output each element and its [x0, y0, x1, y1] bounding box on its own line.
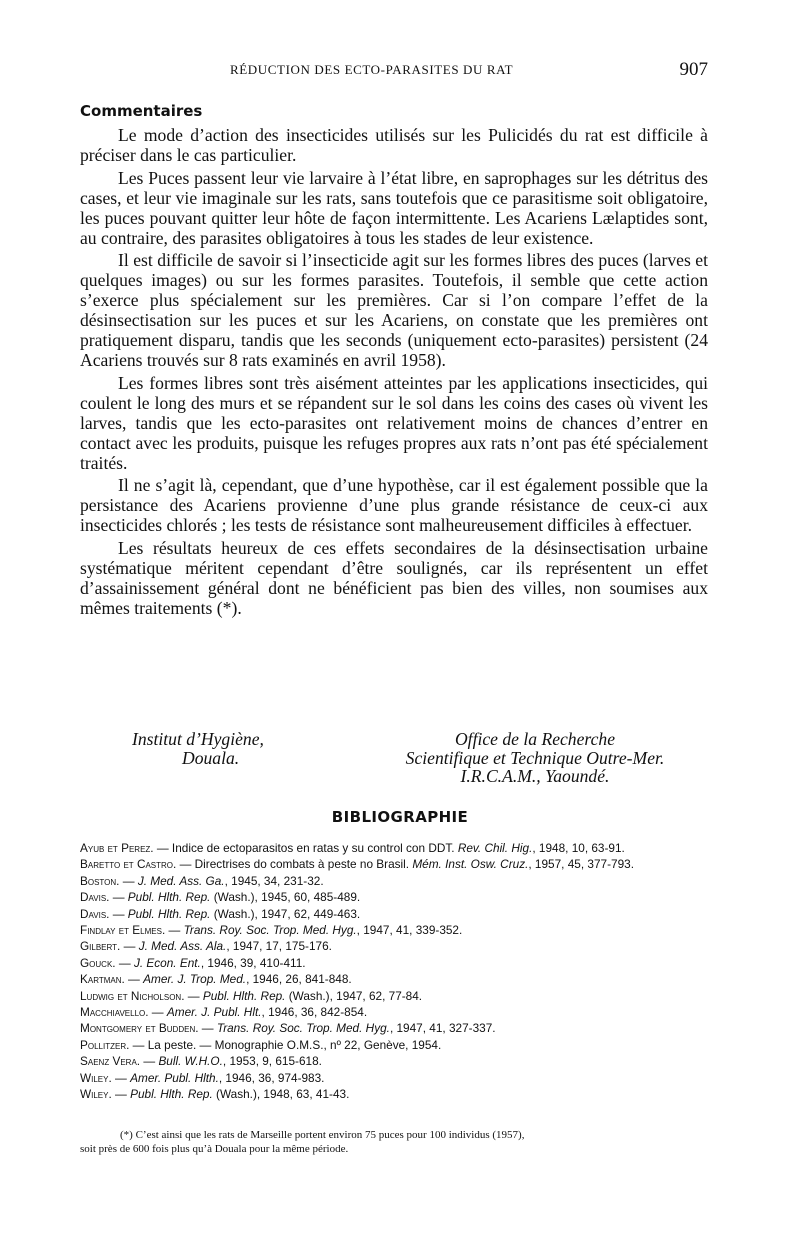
reference-text: —: [115, 955, 134, 970]
body-text: [80, 126, 708, 622]
reference-journal: J. Econ. Ent.: [133, 955, 201, 970]
reference-details: , 1945, 34, 231-32.: [224, 873, 324, 888]
bibliography-list: [80, 840, 720, 1103]
reference-journal: Publ. Hlth. Rep.: [127, 890, 211, 905]
reference-authors: Saenz Vera.: [80, 1054, 141, 1069]
signature-line: Scientifique et Technique Outre-Mer.: [405, 747, 665, 768]
reference-authors: Montgomery et Budden.: [80, 1021, 199, 1036]
reference-journal: Publ. Hlth. Rep.: [202, 988, 286, 1003]
reference-entry: [80, 938, 720, 954]
reference-journal: J. Med. Ass. Ala.: [138, 939, 227, 954]
reference-entry: [80, 906, 720, 922]
bibliography-heading: BIBLIOGRAPHIE: [331, 808, 469, 826]
reference-entry: [80, 840, 720, 856]
reference-details: , 1946, 36, 842-854.: [261, 1005, 368, 1020]
reference-text: —: [109, 906, 128, 921]
reference-text: —: [111, 1087, 131, 1102]
reference-text: —: [111, 1070, 131, 1085]
reference-details: , 1947, 41, 327-337.: [389, 1021, 496, 1036]
footnote-line: soit près de 600 fois plus qu’à Douala pour la même période.: [80, 1143, 349, 1155]
reference-text: —: [124, 972, 144, 987]
reference-journal: Bull. W.H.O.: [158, 1054, 223, 1069]
reference-text: — Directrises do combats à peste no Brasil.: [176, 857, 413, 872]
reference-text: —: [165, 923, 184, 938]
reference-entry: [80, 1037, 720, 1053]
footnote-line: (*) C’est ainsi que les rats de Marseille portent environ 75 puces pour 100 individus (1957),: [120, 1129, 525, 1141]
reference-entry: [80, 1020, 720, 1036]
running-title: RÉDUCTION DES ECTO-PARASITES DU RAT: [230, 62, 514, 77]
reference-details: , 1946, 36, 974-983.: [218, 1070, 325, 1085]
reference-authors: Wiley.: [80, 1070, 112, 1085]
reference-details: (Wash.), 1947, 62, 449-463.: [210, 906, 361, 921]
paragraph: Les Puces passent leur vie larvaire à l’état libre, en saprophages sur les détritus des cases, et leur vie imaginale sur les rats, sans toutefois que ce parasitisme soit obligatoire, les puces pouvant quitter leur hôte de façon intermittente. Les Acariens Lælaptides sont, au contraire, des parasites obligatoires à tous les stades de leur existence.: [80, 167, 708, 248]
reference-journal: Amer. J. Publ. Hlt.: [166, 1005, 262, 1020]
paragraph: Les résultats heureux de ces effets secondaires de la désinsectisation urbaine systématique méritent cependant d’être soulignés, car ils représentent un effet d’assainissement général dont ne bénéficient pas bien des villes, non soumises aux mêmes traitements (*).: [80, 538, 708, 618]
reference-entry: [80, 922, 720, 938]
reference-details: , 1946, 26, 841-848.: [246, 972, 352, 987]
reference-text: —: [198, 1021, 217, 1036]
reference-journal: Amer. J. Trop. Med.: [143, 972, 247, 987]
signature-office: [355, 730, 715, 786]
paragraph: Il est difficile de savoir si l’insecticide agit sur les formes libres des puces (larves et quelques images) ou sur les formes parasites. Toutefois, il semble que cette action s’exerce plus spécialement sur les premières. Car si l’on compare l’effet de la désinsectisation sur les puces et sur les Acariens, on constate que les premières ont pratiquement disparu, tandis que les seconds (uniquement ecto-parasites) persistent (24 Acariens trouvés sur 8 rats examinés en avril 1958).: [80, 250, 708, 370]
reference-entry: [80, 988, 720, 1004]
reference-details: , 1953, 9, 615-618.: [222, 1054, 322, 1069]
reference-details: , 1948, 10, 63-91.: [532, 841, 625, 855]
reference-journal: J. Med. Ass. Ga.: [137, 873, 225, 888]
reference-authors: Pollitzer.: [80, 1037, 130, 1052]
reference-authors: Macchiavello.: [80, 1005, 149, 1020]
paragraph: Il ne s’agit là, cependant, que d’une hypothèse, car il est également possible que la persistance des Acariens provienne d’une plus grande résistance de ceux-ci aux insecticides chlorés ; les tests de résistance sont malheureusement difficiles à effectuer.: [80, 475, 708, 536]
reference-details: (Wash.), 1947, 62, 77-84.: [285, 988, 423, 1003]
reference-entry: [80, 856, 720, 872]
reference-entry: [80, 955, 720, 971]
reference-details: , 1946, 39, 410-411.: [200, 955, 306, 970]
reference-text: —: [140, 1054, 159, 1069]
reference-text: —: [148, 1005, 167, 1020]
reference-authors: Boston.: [80, 873, 120, 888]
reference-text: —: [119, 873, 138, 888]
reference-authors: Davis.: [80, 906, 110, 921]
reference-authors: Ludwig et Nicholson.: [80, 988, 185, 1003]
reference-authors: Davis.: [80, 890, 110, 905]
reference-journal: Trans. Roy. Soc. Trop. Med. Hyg.: [183, 923, 357, 938]
reference-authors: Kartman.: [80, 972, 125, 987]
reference-text: — La peste. — Monographie O.M.S., nº 22, Genève, 1954.: [129, 1037, 442, 1052]
reference-journal: Trans. Roy. Soc. Trop. Med. Hyg.: [216, 1021, 390, 1036]
signature-line: Institut d’Hygiène,: [132, 729, 264, 749]
reference-journal: Publ. Hlth. Rep.: [127, 906, 211, 921]
reference-journal: Mém. Inst. Osw. Cruz.: [412, 857, 529, 872]
reference-details: , 1947, 41, 339-352.: [356, 923, 463, 938]
reference-entry: [80, 873, 720, 889]
paragraph: Les formes libres sont très aisément atteintes par les applications insecticides, qui coulent le long des murs et se répandent sur le sol dans les coins des cases où vivent les larves, tandis que les ecto-parasites ont relativement moins de chances d’entrer en contact avec les produits, puisque les refuges propres aux rats n’ont pas été spécialement traités.: [80, 372, 708, 473]
paragraph: Le mode d’action des insecticides utilisés sur les Pulicidés du rat est difficile à préciser dans le cas particulier.: [80, 125, 708, 165]
signature-institute: [132, 730, 264, 767]
reference-details: , 1957, 45, 377-793.: [528, 857, 634, 872]
reference-authors: Gouck.: [80, 955, 116, 970]
reference-authors: Wiley.: [80, 1087, 112, 1102]
reference-journal: Amer. Publ. Hlth.: [130, 1070, 219, 1085]
signature-line: Douala.: [182, 747, 240, 768]
reference-entry: [80, 1086, 720, 1102]
reference-text: —: [184, 988, 203, 1003]
signature-line: Office de la Recherche: [454, 729, 616, 749]
reference-authors: Ayub et Perez.: [80, 841, 154, 855]
reference-details: (Wash.), 1945, 60, 485-489.: [210, 890, 361, 905]
reference-text: —: [109, 890, 128, 905]
footnote: [80, 1128, 710, 1156]
reference-authors: Findlay et Elmes.: [80, 923, 166, 938]
reference-authors: Gilbert.: [80, 939, 121, 954]
reference-text: — Indice de ectoparasitos en ratas y su control con DDT.: [153, 841, 458, 855]
signature-line: I.R.C.A.M., Yaoundé.: [460, 766, 610, 786]
reference-text: —: [120, 939, 139, 954]
reference-journal: Rev. Chil. Hig.: [457, 841, 533, 855]
reference-entry: [80, 971, 720, 987]
reference-entry: [80, 1053, 720, 1069]
reference-details: , 1947, 17, 175-176.: [226, 939, 332, 954]
reference-entry: [80, 889, 720, 905]
reference-journal: Publ. Hlth. Rep.: [130, 1087, 213, 1102]
page-number: 907: [679, 59, 708, 80]
section-heading: Commentaires: [80, 102, 203, 120]
reference-entry: [80, 1070, 720, 1086]
reference-authors: Baretto et Castro.: [80, 857, 177, 872]
reference-entry: [80, 1004, 720, 1020]
running-header: [80, 59, 710, 84]
reference-details: (Wash.), 1948, 63, 41-43.: [212, 1087, 350, 1102]
